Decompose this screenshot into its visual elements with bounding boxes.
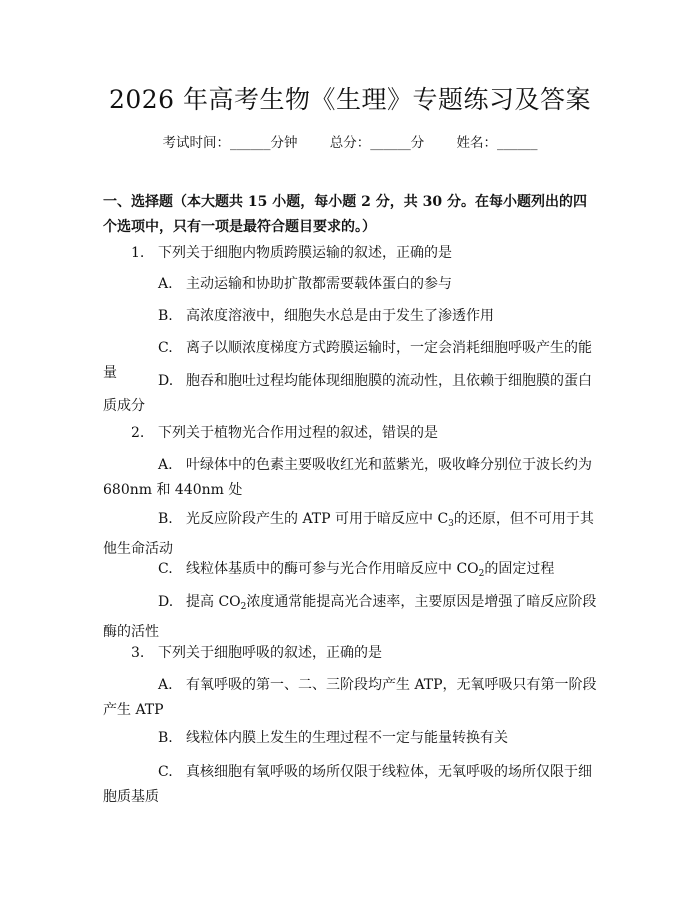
question-stem: 下列关于细胞呼吸的叙述，正确的是 [158,645,382,661]
option-letter: C. [158,340,173,356]
option-text-part2: 浓度通常能提高光合速率，主要原因是增强了暗反应阶段酶的活性 [103,594,597,640]
option-text: 真核细胞有氧呼吸的场所仅限于线粒体，无氧呼吸的场所仅限于细胞质基质 [103,764,592,805]
question-3-option-b [103,726,601,751]
document-title: 2026 年高考生物《生理》专题练习及答案 [108,85,592,114]
option-letter: D. [158,594,174,610]
subscript-3: 3 [448,519,454,529]
option-text-part1: 线粒体基质中的酶可参与光合作用暗反应中 CO [186,561,479,577]
question-2-option-d [103,590,601,645]
option-letter: B. [158,730,173,746]
option-text: 高浓度溶液中，细胞失水总是由于发生了渗透作用 [186,308,494,324]
question-3-option-c [103,760,601,810]
option-letter: D. [158,373,174,389]
option-text: 离子以顺浓度梯度方式跨膜运输时，一定会消耗细胞呼吸产生的能量 [103,340,592,381]
question-1-option-a [103,272,601,297]
student-name-field: 姓名：______ [456,135,538,151]
subscript-2: 2 [478,569,485,579]
question-2-option-a [103,453,601,503]
question-number: 2. [131,425,145,441]
option-text-part1: 光反应阶段产生的 ATP 可用于暗反应中 C [186,511,449,527]
subscript-2: 2 [240,602,247,612]
option-text-part2: 的还原，但不可用于其他生命活动 [103,511,594,557]
option-text-part1: 提高 CO [186,594,241,610]
question-2 [131,421,601,446]
option-text: 有氧呼吸的第一、二、三阶段均产生 ATP，无氧呼吸只有第一阶段产生 ATP [103,677,597,718]
section-header-multiple-choice: 一、选择题（本大题共 15 小题，每小题 2 分，共 30 分。在每小题列出的四个选项中，只有一项是最符合题目要求的。） [103,194,587,235]
option-text: 胞吞和胞吐过程均能体现细胞膜的流动性，且依赖于细胞膜的蛋白质成分 [103,373,592,414]
option-letter: B. [158,308,173,324]
question-stem: 下列关于植物光合作用过程的叙述，错误的是 [158,425,438,441]
question-2-option-c [103,557,601,587]
question-1-option-b [103,304,601,329]
option-letter: A. [158,276,173,292]
question-number: 3. [131,645,145,661]
question-1-option-d [103,369,601,419]
question-3-option-a [103,673,601,723]
option-letter: A. [158,677,173,693]
question-number: 1. [131,245,145,261]
exam-time-field: 考试时间：______分钟 [162,135,298,151]
question-3 [131,641,601,666]
option-text: 主动运输和协助扩散都需要载体蛋白的参与 [186,276,452,292]
option-letter: C. [158,764,173,780]
question-1 [131,241,601,266]
option-text: 叶绿体中的色素主要吸收红光和蓝紫光，吸收峰分别位于波长约为 680nm 和 440nm 处 [103,457,592,498]
option-text: 线粒体内膜上发生的生理过程不一定与能量转换有关 [186,730,508,746]
exam-info-line [0,131,700,151]
option-letter: C. [158,561,173,577]
question-2-option-b [103,507,601,562]
total-score-field: 总分：______分 [329,135,425,151]
option-text-part2: 的固定过程 [484,561,555,577]
option-letter: A. [158,457,173,473]
option-letter: B. [158,511,173,527]
question-stem: 下列关于细胞内物质跨膜运输的叙述，正确的是 [158,245,452,261]
